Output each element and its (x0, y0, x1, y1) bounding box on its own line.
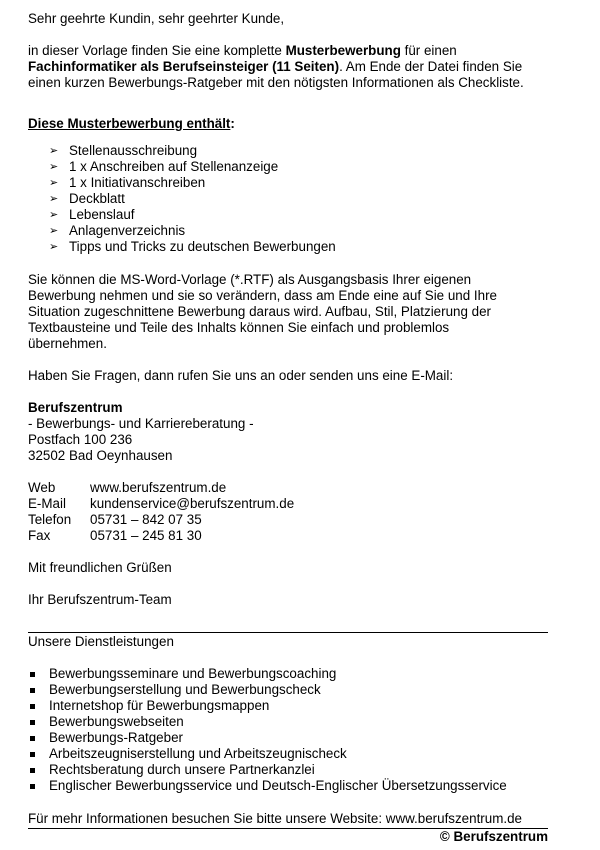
list-item-label: Lebenslauf (69, 207, 135, 222)
list-item-label: Tipps und Tricks zu deutschen Bewerbungen (69, 239, 336, 254)
list-item-label: Bewerbungsseminare und Bewerbungscoaching (49, 666, 337, 681)
services-list (28, 666, 550, 794)
intro-bold-title: Fachinformatiker als Berufseinsteiger (11 Seiten) (28, 59, 340, 74)
usage-line: Textbausteine und Teile des Inhalts können Sie einfach und problemlos (28, 320, 450, 335)
list-item (49, 223, 550, 239)
arrow-bullet-icon: ➢ (49, 225, 59, 237)
phone-number: 05731 – 842 07 35 (90, 512, 202, 527)
list-item (49, 191, 550, 207)
contents-list (28, 143, 550, 255)
list-item-label: Englischer Bewerbungsservice und Deutsch-Englischer Übersetzungsservice (49, 778, 507, 793)
square-bullet-icon (30, 704, 35, 709)
usage-line: Sie können die MS-Word-Vorlage (*.RTF) als Ausgangsbasis Ihrer eigenen (28, 272, 472, 287)
contact-row-phone (28, 512, 550, 528)
contact-row-email (28, 496, 550, 512)
list-item (30, 778, 550, 794)
arrow-bullet-icon: ➢ (49, 145, 59, 157)
contents-heading-line (28, 116, 550, 132)
city: 32502 Bad Oeynhausen (28, 448, 173, 463)
list-item (30, 698, 550, 714)
footer-website-link[interactable]: www.berufszentrum.de (385, 811, 522, 826)
footer-info (28, 811, 548, 829)
list-item-label: Bewerbungserstellung und Bewerbungscheck (49, 682, 321, 697)
contact-row-web (28, 480, 550, 496)
contents-heading: Diese Musterbewerbung enthält (28, 116, 231, 131)
usage-line: Situation zugeschnittene Bewerbung daraus wird. Aufbau, Stil, Platzierung der (28, 304, 492, 319)
square-bullet-icon (30, 768, 35, 773)
website-link[interactable]: www.berufszentrum.de (90, 480, 227, 495)
arrow-bullet-icon: ➢ (49, 161, 59, 173)
contact-label: Fax (28, 528, 51, 543)
list-item (30, 714, 550, 730)
email-link[interactable]: kundenservice@berufszentrum.de (90, 496, 295, 511)
arrow-bullet-icon: ➢ (49, 209, 59, 221)
list-item-label: Arbeitszeugniserstellung und Arbeitszeugnischeck (49, 746, 347, 761)
intro-text-2: für einen (400, 43, 457, 58)
list-item (49, 175, 550, 191)
copyright: © Berufszentrum (439, 829, 548, 844)
square-bullet-icon (30, 736, 35, 741)
arrow-bullet-icon: ➢ (49, 241, 59, 253)
usage-paragraph (28, 272, 550, 352)
list-item (49, 143, 550, 159)
list-item-label: 1 x Initiativanschreiben (69, 175, 206, 190)
services-heading: Unsere Dienstleistungen (28, 634, 174, 649)
list-item (30, 682, 550, 698)
list-item (30, 666, 550, 682)
list-item-label: Bewerbungswebseiten (49, 714, 184, 729)
contact-block (28, 480, 550, 544)
intro-text-1: in dieser Vorlage finden Sie eine komplette (28, 43, 286, 58)
contact-label: E-Mail (28, 496, 66, 511)
contact-label: Telefon (28, 512, 72, 527)
list-item-label: Anlagenverzeichnis (69, 223, 186, 238)
intro-text-4: einen kurzen Bewerbungs-Ratgeber mit den nötigsten Informationen als Checkliste. (28, 75, 524, 90)
square-bullet-icon (30, 672, 35, 677)
footer-text: Für mehr Informationen besuchen Sie bitte unsere Website: (28, 811, 386, 826)
square-bullet-icon (30, 688, 35, 693)
contents-heading-colon: : (230, 116, 235, 131)
divider (28, 632, 548, 633)
list-item (30, 746, 550, 762)
fax-number: 05731 – 245 81 30 (90, 528, 202, 543)
list-item-label: Rechtsberatung durch unsere Partnerkanzlei (49, 762, 315, 777)
closing: Mit freundlichen Grüßen (28, 560, 172, 575)
postbox: Postfach 100 236 (28, 432, 133, 447)
intro-text-3: . Am Ende der Datei finden Sie (339, 59, 523, 74)
arrow-bullet-icon: ➢ (49, 193, 59, 205)
square-bullet-icon (30, 784, 35, 789)
contact-label: Web (28, 480, 56, 495)
square-bullet-icon (30, 720, 35, 725)
intro-paragraph (28, 43, 550, 91)
contact-row-fax (28, 528, 550, 544)
list-item (49, 159, 550, 175)
list-item (49, 207, 550, 223)
list-item (30, 730, 550, 746)
usage-line: Bewerbung nehmen und sie so verändern, dass am Ende eine auf Sie und Ihre (28, 288, 497, 303)
list-item (49, 239, 550, 255)
document-page (28, 11, 550, 845)
list-item-label: Internetshop für Bewerbungsmappen (49, 698, 270, 713)
usage-line: übernehmen. (28, 336, 107, 351)
list-item-label: Bewerbungs-Ratgeber (49, 730, 183, 745)
company-tagline: - Bewerbungs- und Karriereberatung - (28, 416, 254, 431)
arrow-bullet-icon: ➢ (49, 177, 59, 189)
square-bullet-icon (30, 752, 35, 757)
company-name: Berufszentrum (28, 400, 123, 415)
list-item-label: Deckblatt (69, 191, 125, 206)
list-item-label: 1 x Anschreiben auf Stellenanzeige (69, 159, 279, 174)
signature: Ihr Berufszentrum-Team (28, 592, 172, 607)
questions-text: Haben Sie Fragen, dann rufen Sie uns an oder senden uns eine E-Mail: (28, 368, 454, 383)
list-item (30, 762, 550, 778)
list-item-label: Stellenausschreibung (69, 143, 198, 158)
greeting: Sehr geehrte Kundin, sehr geehrter Kunde, (28, 11, 285, 26)
intro-bold-product: Musterbewerbung (285, 43, 401, 58)
address-block (28, 400, 550, 464)
